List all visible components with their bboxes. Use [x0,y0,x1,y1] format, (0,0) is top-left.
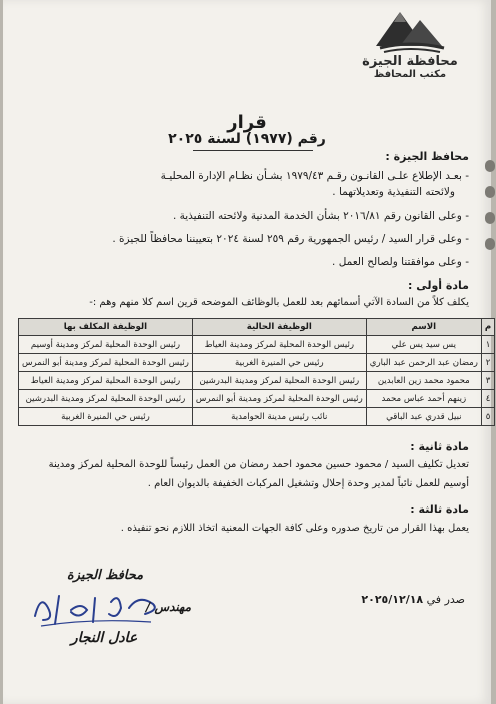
signer-title: محافظ الجيزة [66,568,144,583]
table-cell: ٤ [481,390,494,408]
table-cell: رئيس الوحدة المحلية لمركز ومدينة أوسيم [19,336,193,354]
table-cell: رئيس الوحدة المحلية لمركز ومدينة العياط [192,336,366,354]
table-cell: ٢ [481,354,494,372]
table-cell: نبيل قدري عبد الباقي [366,408,481,426]
column-header: الوظيفة المكلف بها [19,319,193,336]
table-row [19,390,495,408]
signature-block [25,568,191,646]
table-row [19,372,495,390]
table-header-row [19,319,495,336]
binder-ring [485,160,495,172]
preamble-line: ولائحته التنفيذية وتعديلاتهما . [332,186,455,198]
table-cell: رئيس الوحدة المحلية لمركز ومدينة أبو النمرس [19,354,193,372]
binder-ring [485,212,495,224]
article3-heading: مادة ثالثة : [410,503,469,516]
table-cell: يس سيد يس علي [366,336,481,354]
table-cell: ١ [481,336,494,354]
binder-ring [485,238,495,250]
governorate-name: محافظة الجيزة [362,54,458,69]
table-cell: رئيس الوحدة المحلية لمركز ومدينة العياط [19,372,193,390]
issuer-heading: محافظ الجيزة : [385,150,469,163]
table-cell: رئيس حي المنيرة الغربية [19,408,193,426]
office-name: مكتب المحافظ [373,69,447,80]
table-cell: رئيس الوحدة المحلية لمركز ومدينة البدرشين [192,372,366,390]
binder-rings [485,160,495,280]
article2-heading: مادة ثانية : [410,440,469,453]
table-cell: رئيس حي المنيرة الغربية [192,354,366,372]
article1-heading: مادة أولى : [407,279,469,292]
binder-ring [485,186,495,198]
table-cell: ٣ [481,372,494,390]
governorate-emblem [351,6,469,80]
column-header: الاسم [366,319,481,336]
article2-line: تعديل تكليف السيد / محمود حسين محمود احمد رمضان من العمل رئيساً للوحدة المحلية لمركز ومدينة [48,459,469,470]
title-underline [193,150,313,151]
signer-name: عادل النجار [70,630,138,646]
table-cell: ٥ [481,408,494,426]
article3-text: يعمل بهذا القرار من تاريخ صدوره وعلى كافة الجهات المعنية اتخاذ اللازم نحو تنفيذه . [120,523,469,534]
pyramids-logo-icon [370,6,450,54]
column-header: الوظيفة الحالية [192,319,366,336]
decree-number: رقم (١٩٧٧) لسنة ٢٠٢٥ [168,131,326,147]
article1-text: يكلف كلاً من السادة الآتي أسمائهم بعد للعمل بالوظائف الموضحه قرين اسم كلا منهم وهم :- [89,297,469,308]
table-row [19,408,495,426]
assignments-table [18,318,495,426]
table-cell: رمضان عبد الرحمن عبد الباري [366,354,481,372]
table-cell: نائب رئيس مدينة الحوامدية [192,408,366,426]
preamble-line: - وعلى قرار السيد / رئيس الجمهورية رقم ٢٥٩ لسنة ٢٠٢٤ بتعييننا محافظاً للجيزة . [112,233,469,245]
preamble-line: - وعلى القانون رقم ٢٠١٦/٨١ بشأن الخدمة المدنية ولائحته التنفيذية . [172,210,469,222]
table-cell: رئيس الوحدة المحلية لمركز ومدينة البدرشين [19,390,193,408]
column-header: م [481,319,494,336]
table-cell: محمود محمد زين العابدين [366,372,481,390]
issue-date-value: ٢٠٢٥/١٢/١٨ [361,593,424,606]
document-page [3,0,491,704]
engineer-prefix: مهندس / [145,600,191,614]
table-cell: زينهم أحمد عباس محمد [366,390,481,408]
preamble-line: - وعلى موافقتنا ولصالح العمل . [332,256,469,268]
article2-line: أوسيم للعمل نائباً لمدير وحدة إحلال وتشغيل المركبات الخفيفة بالديوان العام . [147,478,469,489]
table-row [19,354,495,372]
preamble-line: - بعـد الإطلاع علـى القانـون رقـم ١٩٧٩/٤٣ بشـأن نظـام الإدارة المحليـة [160,170,469,182]
issue-date [361,593,465,606]
decree-title: قرار [227,112,267,133]
table-row [19,336,495,354]
issue-date-label: صدر في [426,593,465,606]
table-cell: رئيس الوحدة المحلية لمركز ومدينة أبو النمرس [192,390,366,408]
